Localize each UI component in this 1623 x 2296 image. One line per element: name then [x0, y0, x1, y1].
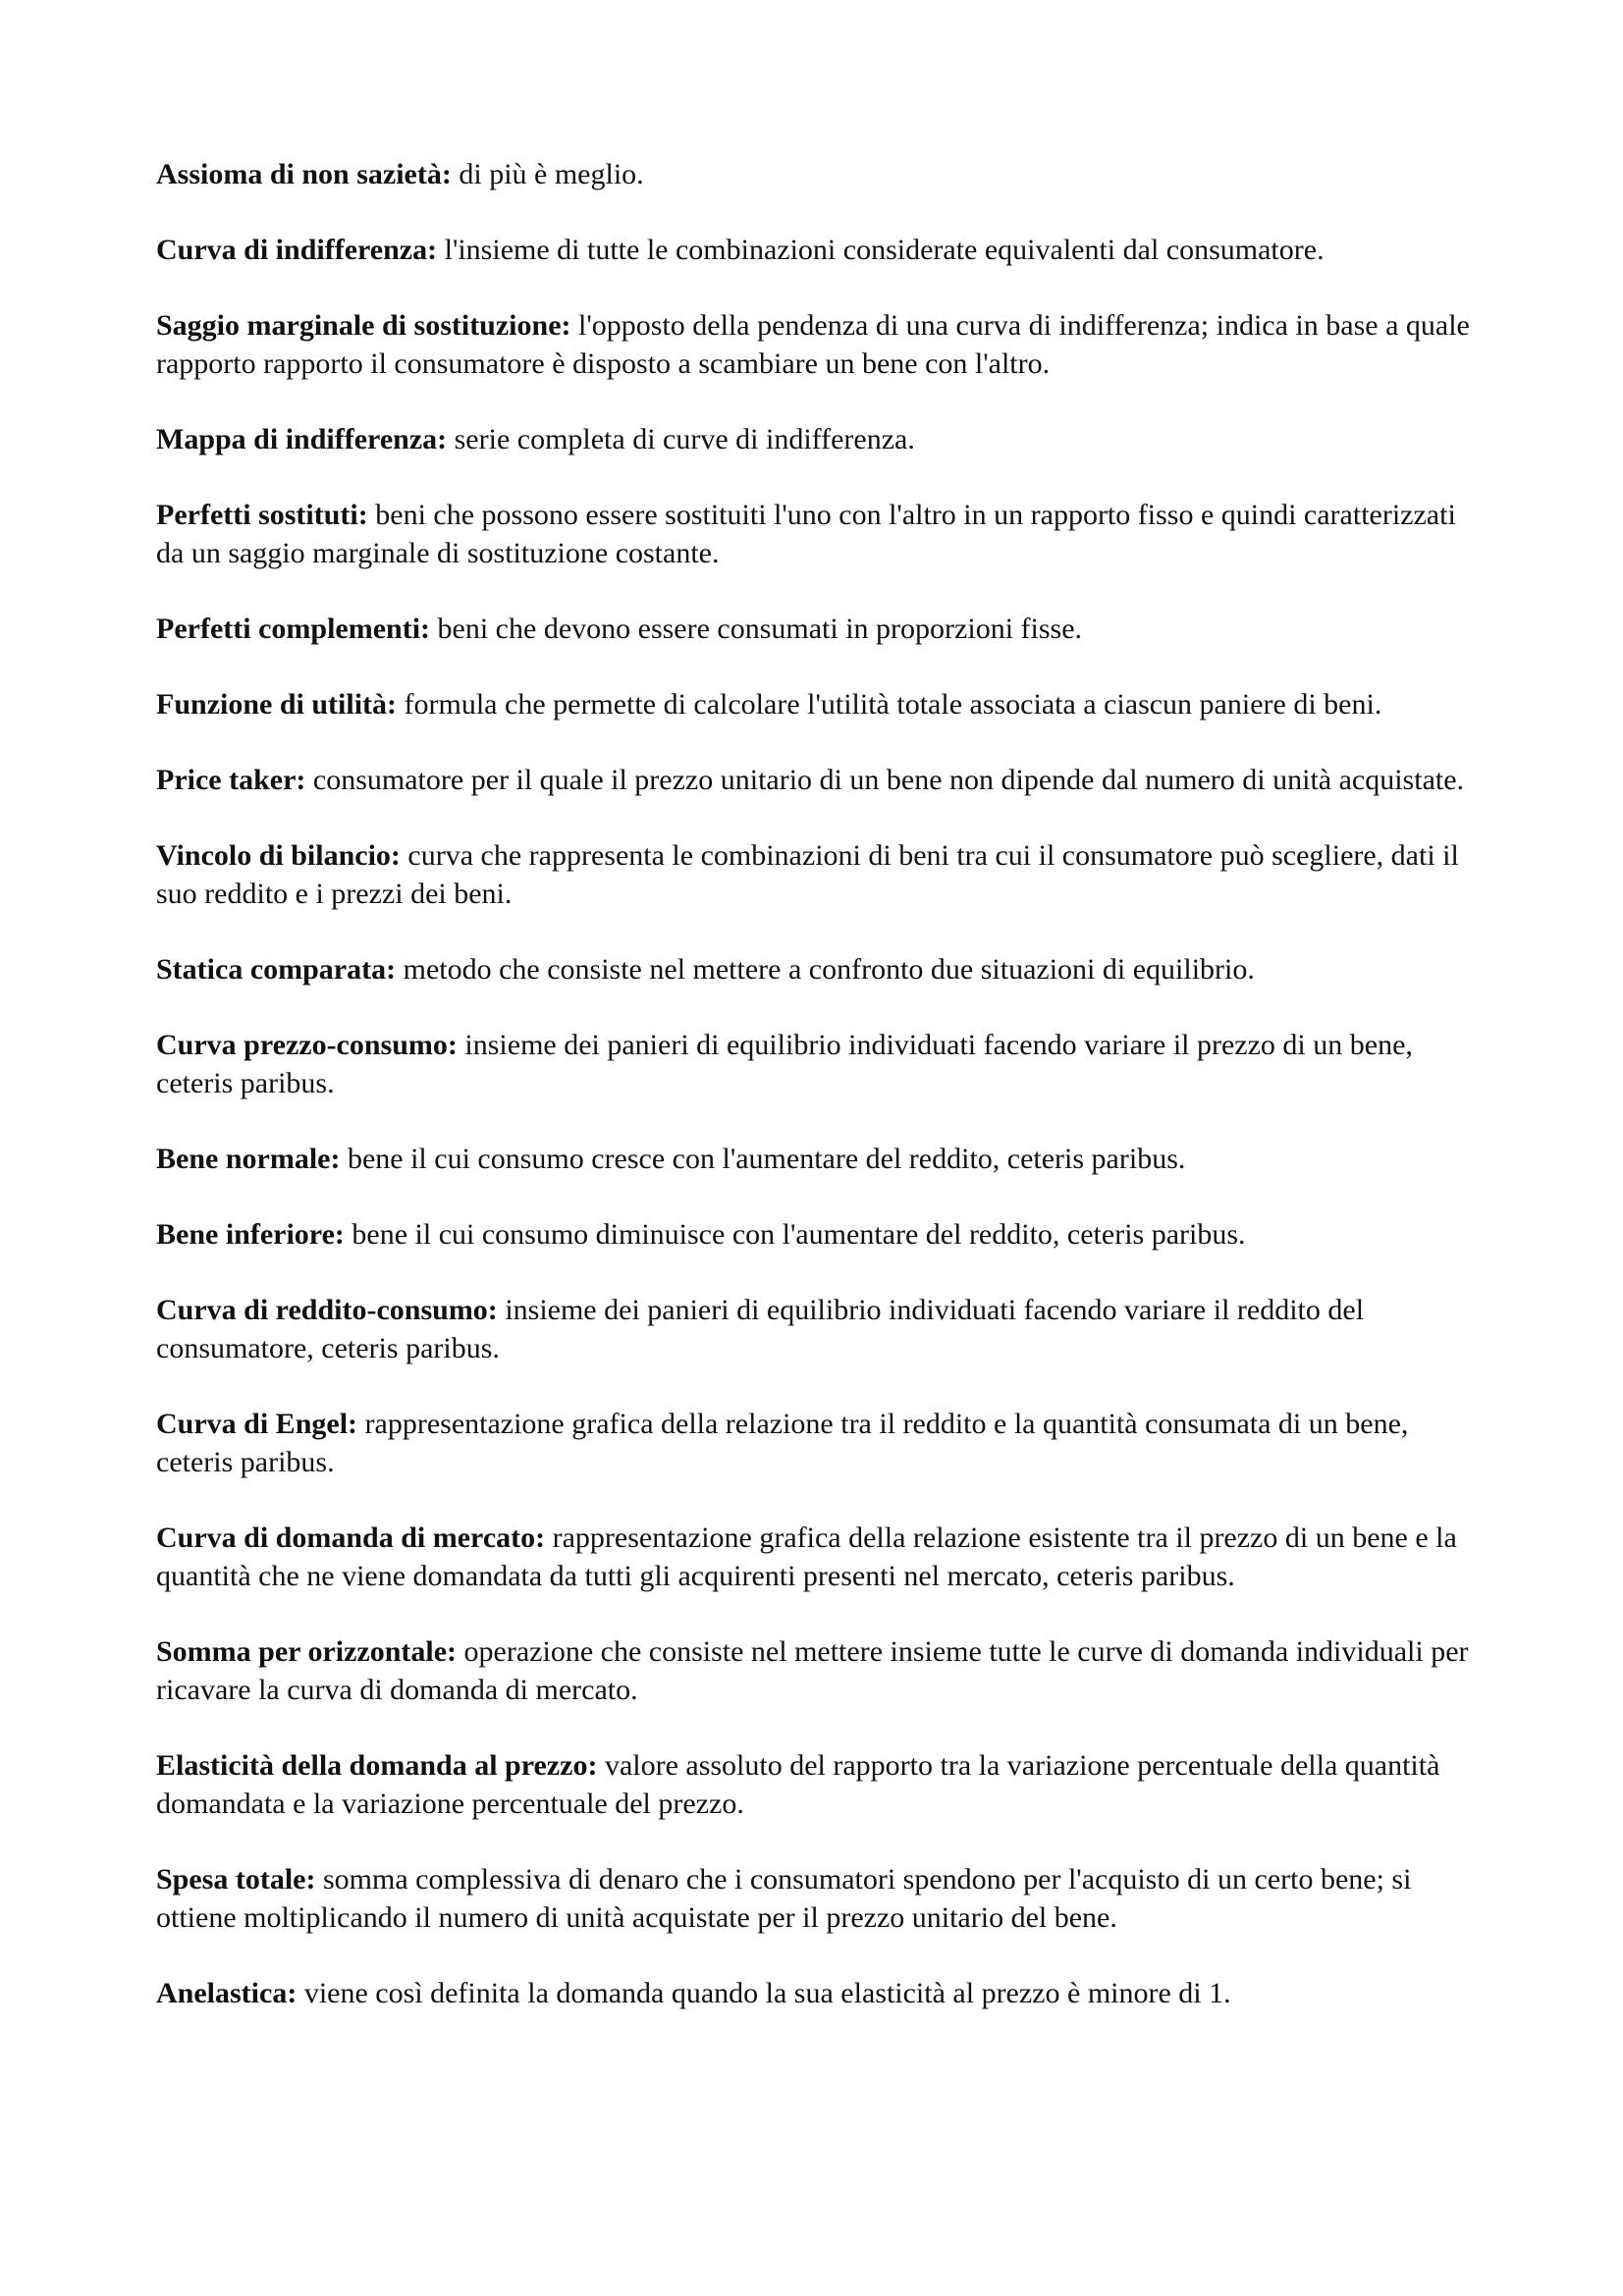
glossary-definition: bene il cui consumo cresce con l'aumentare del reddito, ceteris paribus. [340, 1143, 1186, 1175]
glossary-entry [156, 1291, 1482, 1367]
glossary-entry [156, 1026, 1482, 1102]
glossary-term: Somma per orizzontale: [156, 1635, 458, 1668]
glossary-term: Curva prezzo-consumo: [156, 1029, 458, 1061]
glossary-entry [156, 950, 1482, 988]
glossary-term: Spesa totale: [156, 1863, 316, 1896]
glossary-entry [156, 1746, 1482, 1823]
glossary-entry [156, 1405, 1482, 1481]
glossary-term: Curva di reddito-consumo: [156, 1294, 498, 1326]
glossary-definition: viene così definita la domanda quando la sua elasticità al prezzo è minore di 1. [297, 1977, 1231, 2009]
glossary-entry [156, 420, 1482, 458]
glossary-definition: metodo che consiste nel mettere a confronto due situazioni di equilibrio. [396, 953, 1255, 986]
glossary-entry [156, 1860, 1482, 1937]
glossary-term: Funzione di utilità: [156, 688, 398, 721]
glossary-entry [156, 155, 1482, 193]
glossary-term: Saggio marginale di sostituzione: [156, 309, 571, 342]
glossary-entry [156, 761, 1482, 799]
glossary-definition: formula che permette di calcolare l'utilità totale associata a ciascun paniere di beni. [397, 688, 1382, 721]
glossary-term: Perfetti sostituti: [156, 499, 368, 531]
glossary-definition: l'insieme di tutte le combinazioni considerate equivalenti dal consumatore. [437, 234, 1325, 266]
glossary-entry [156, 685, 1482, 723]
glossary-term: Perfetti complementi: [156, 613, 431, 645]
glossary-term: Bene normale: [156, 1143, 341, 1175]
glossary-entry [156, 1519, 1482, 1595]
glossary-definition: di più è meglio. [451, 158, 644, 190]
glossary-definition: valore assoluto del rapporto tra la variazione percentuale della quantità domandata e la variazione percentuale del prezzo. [156, 1749, 1440, 1820]
glossary-term: Mappa di indifferenza: [156, 423, 448, 455]
glossary-definition: l'opposto della pendenza di una curva di indifferenza; indica in base a quale rapporto rapporto il consumatore è disposto a scambiare un bene con l'altro. [156, 309, 1470, 380]
glossary-term: Curva di Engel: [156, 1408, 358, 1440]
glossary-definition: consumatore per il quale il prezzo unitario di un bene non dipende dal numero di unità acquistate. [305, 764, 1465, 796]
glossary-entry [156, 1215, 1482, 1254]
glossary-definition: operazione che consiste nel mettere insieme tutte le curve di domanda individuali per ricavare la curva di domanda di mercato. [156, 1635, 1469, 1706]
glossary-term: Statica comparata: [156, 953, 397, 986]
glossary-entry [156, 836, 1482, 913]
glossary-term: Bene inferiore: [156, 1218, 345, 1251]
glossary-term: Elasticità della domanda al prezzo: [156, 1749, 598, 1782]
glossary-term: Price taker: [156, 764, 306, 796]
glossary-definition: beni che possono essere sostituiti l'uno con l'altro in un rapporto fisso e quindi caratterizzati da un saggio marginale di sostituzione costante. [156, 499, 1456, 569]
glossary-entry [156, 1632, 1482, 1709]
glossary-definition: insieme dei panieri di equilibrio individuati facendo variare il prezzo di un bene, ceteris paribus. [156, 1029, 1413, 1099]
glossary-term: Vincolo di bilancio: [156, 839, 401, 872]
glossary-definition: insieme dei panieri di equilibrio individuati facendo variare il reddito del consumatore, ceteris paribus. [156, 1294, 1365, 1364]
glossary-term: Curva di indifferenza: [156, 234, 438, 266]
glossary-definition: bene il cui consumo diminuisce con l'aumentare del reddito, ceteris paribus. [344, 1218, 1246, 1251]
glossary-definition: curva che rappresenta le combinazioni di beni tra cui il consumatore può scegliere, dati il suo reddito e i prezzi dei beni. [156, 839, 1459, 910]
glossary-entry [156, 306, 1482, 383]
glossary-entry [156, 496, 1482, 572]
glossary-entry [156, 1974, 1482, 2012]
glossary-entry [156, 610, 1482, 648]
glossary-definition: rappresentazione grafica della relazione tra il reddito e la quantità consumata di un bene, ceteris paribus. [156, 1408, 1409, 1478]
glossary-definition: somma complessiva di denaro che i consumatori spendono per l'acquisto di un certo bene; si ottiene moltiplicando il numero di unità acquistate per il prezzo unitario del bene. [156, 1863, 1412, 1934]
glossary-entry [156, 231, 1482, 269]
glossary-definition: rappresentazione grafica della relazione esistente tra il prezzo di un bene e la quantità che ne viene domandata da tutti gli acquirenti presenti nel mercato, ceteris paribus. [156, 1522, 1457, 1592]
glossary-definition: beni che devono essere consumati in proporzioni fisse. [430, 613, 1083, 645]
glossary-term: Anelastica: [156, 1977, 298, 2009]
glossary-page [156, 155, 1482, 2050]
glossary-term: Assioma di non sazietà: [156, 158, 452, 190]
glossary-term: Curva di domanda di mercato: [156, 1522, 546, 1554]
glossary-definition: serie completa di curve di indifferenza. [447, 423, 915, 455]
glossary-entry [156, 1140, 1482, 1178]
